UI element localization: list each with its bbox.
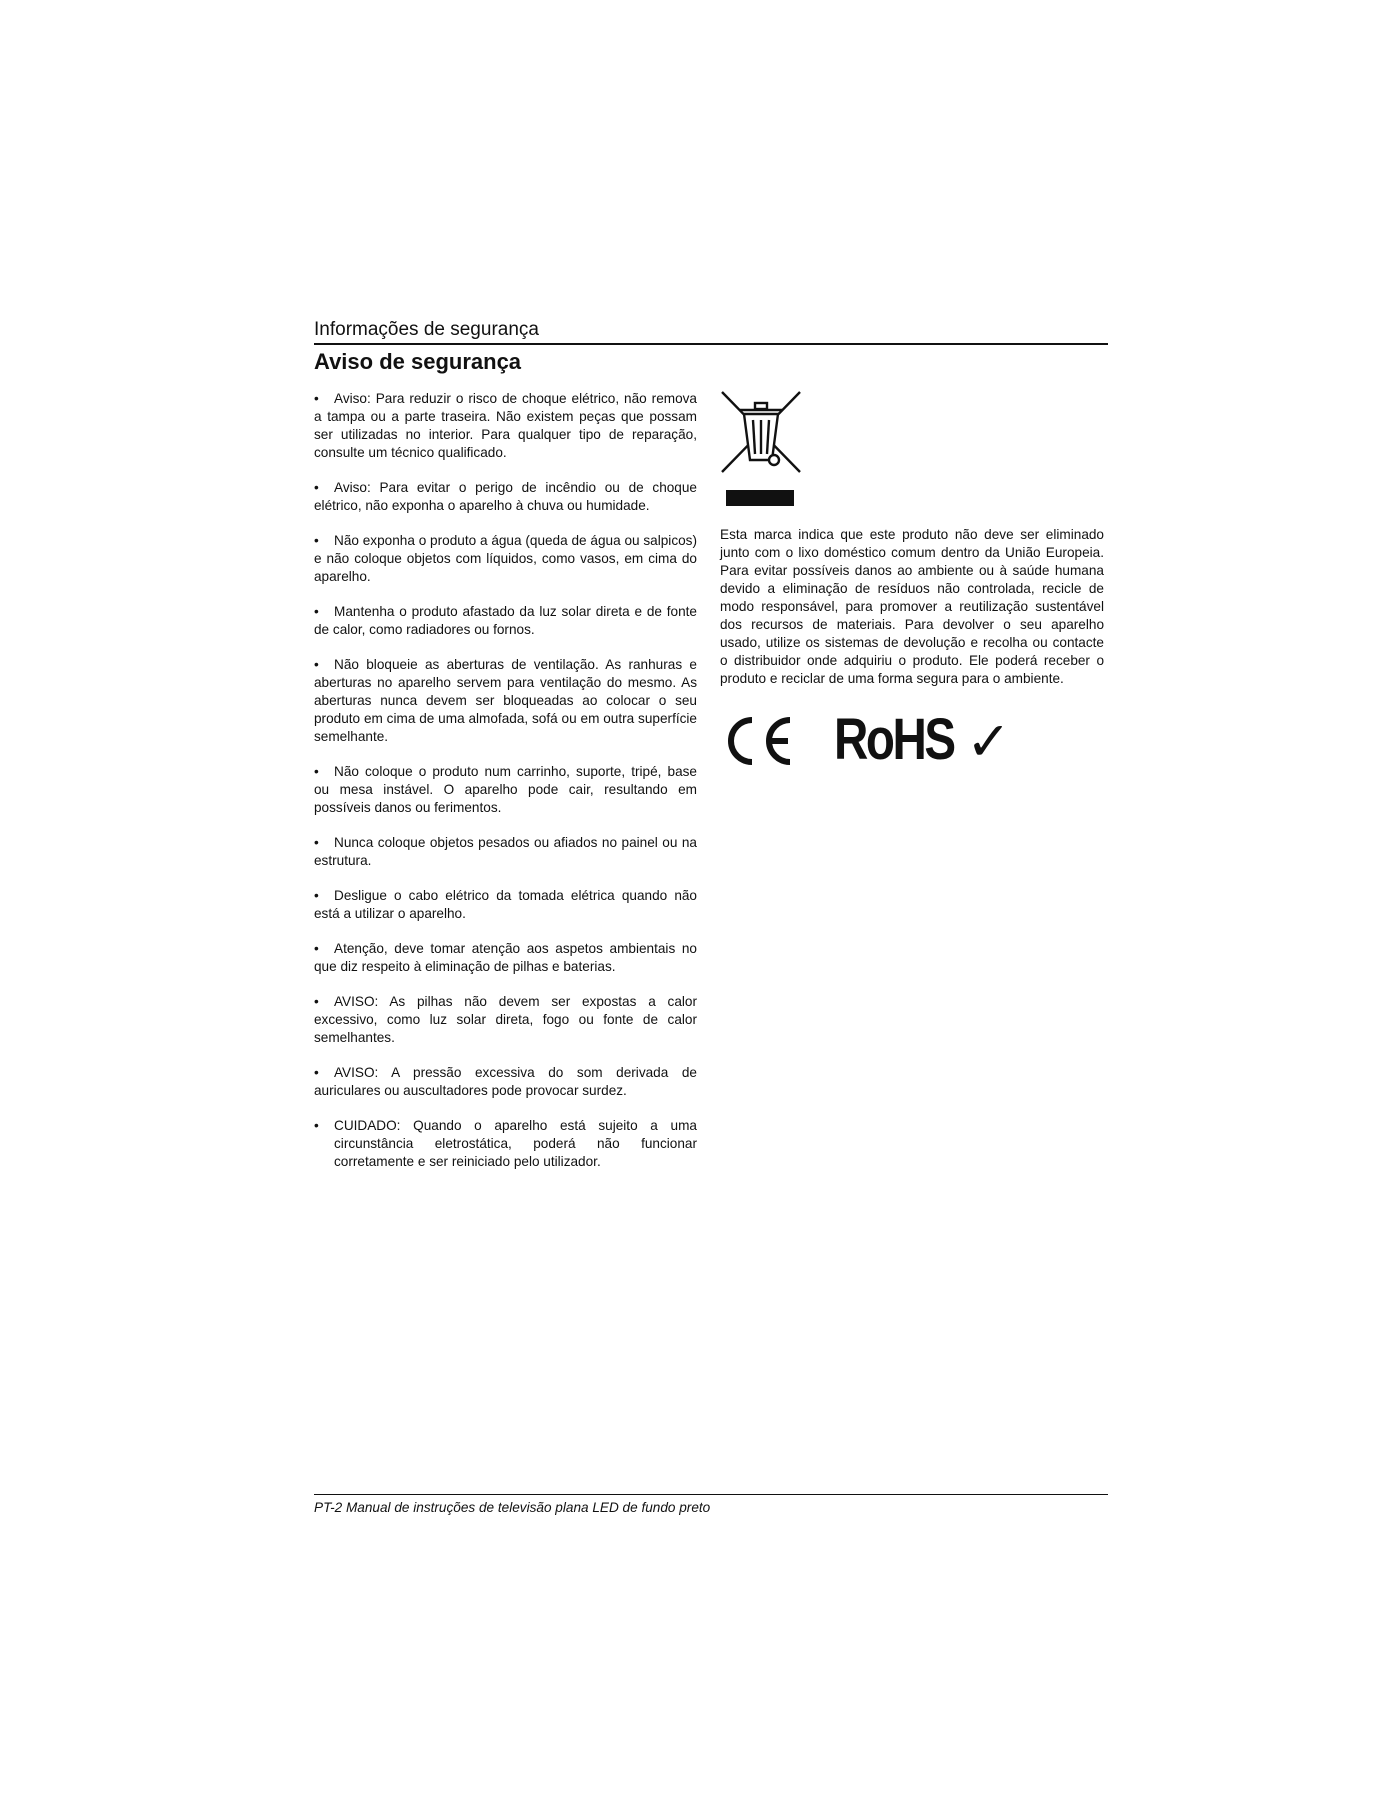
compliance-marks bbox=[720, 707, 1020, 772]
list-item bbox=[314, 993, 697, 1047]
bullet: • bbox=[314, 533, 319, 548]
warning-text: Não coloque o produto num carrinho, suporte, tripé, base ou mesa instável. O aparelho pode cair, resultando em possíveis danos ou ferimentos. bbox=[314, 764, 697, 815]
warning-text: Não bloqueie as aberturas de ventilação. As ranhuras e aberturas no aparelho servem para ventilação do mesmo. As aberturas nunca devem ser bloqueadas ao colocar o seu produto em cima de uma almofada, sofá ou em outra superfície semelhante. bbox=[314, 657, 697, 744]
warning-text: AVISO: As pilhas não devem ser expostas a calor excessivo, como luz solar direta, fogo ou fonte de calor semelhantes. bbox=[314, 994, 697, 1045]
warning-text: AVISO: A pressão excessiva do som derivada de auriculares ou auscultadores pode provocar surdez. bbox=[314, 1065, 697, 1098]
warnings-list bbox=[314, 390, 697, 1188]
list-item bbox=[314, 834, 697, 870]
warning-text: Atenção, deve tomar atenção aos aspetos ambientais no que diz respeito à eliminação de pilhas e baterias. bbox=[314, 941, 697, 974]
bullet: • bbox=[314, 657, 319, 672]
list-item bbox=[314, 887, 697, 923]
list-item bbox=[314, 603, 697, 639]
bullet: • bbox=[314, 604, 319, 619]
list-item bbox=[314, 940, 697, 976]
bullet: • bbox=[314, 1065, 319, 1080]
warning-text: CUIDADO: Quando o aparelho está sujeito a uma circunstância eletrostática, poderá não funcionar corretamente e ser reiniciado pelo utilizador. bbox=[334, 1118, 697, 1169]
warning-text: Aviso: Para evitar o perigo de incêndio ou de choque elétrico, não exponha o aparelho à chuva ou humidade. bbox=[314, 480, 697, 513]
list-item bbox=[314, 656, 697, 746]
warning-text: Desligue o cabo elétrico da tomada elétrica quando não está a utilizar o aparelho. bbox=[314, 888, 697, 921]
page-title: Aviso de segurança bbox=[314, 349, 522, 374]
check-mark-icon: ✓ bbox=[966, 712, 1012, 772]
section-header: Informações de segurança bbox=[314, 318, 1108, 345]
bullet: • bbox=[314, 835, 319, 850]
rohs-mark: RoHS bbox=[834, 707, 954, 772]
bullet: • bbox=[314, 764, 319, 779]
list-item bbox=[314, 1064, 697, 1100]
weee-crossed-bin-icon bbox=[720, 390, 802, 508]
list-item bbox=[314, 390, 697, 462]
warning-text: Não exponha o produto a água (queda de água ou salpicos) e não coloque objetos com líquidos, como vasos, em cima do aparelho. bbox=[314, 533, 697, 584]
disposal-text: Esta marca indica que este produto não deve ser eliminado junto com o lixo doméstico comum dentro da União Europeia. Para evitar possíveis danos ao ambiente ou à saúde humana devido a eliminação de resíduos não controlada, recicle de modo responsável, para promover a reutilização sustentável dos recursos de materiais. Para devolver o seu aparelho usado, utilize os sistemas de devolução e recolha ou contacte o distribuidor onde adquiriu o produto. Ele poderá receber o produto e reciclar de uma forma segura para o ambiente. bbox=[720, 527, 1104, 686]
bullet: • bbox=[314, 994, 319, 1009]
warning-text: Aviso: Para reduzir o risco de choque elétrico, não remova a tampa ou a parte traseira. Não existem peças que possam ser utilizadas no interior. Para qualquer tipo de reparação, consulte um técnico qualificado. bbox=[314, 391, 697, 460]
bullet: • bbox=[314, 888, 319, 903]
bullet: • bbox=[314, 480, 319, 495]
list-item bbox=[314, 763, 697, 817]
ce-mark-icon bbox=[722, 714, 794, 768]
warning-text: Nunca coloque objetos pesados ou afiados no painel ou na estrutura. bbox=[314, 835, 697, 868]
warning-text: Mantenha o produto afastado da luz solar direta e de fonte de calor, como radiadores ou fornos. bbox=[314, 604, 697, 637]
list-item bbox=[314, 479, 697, 515]
bullet: • bbox=[314, 941, 319, 956]
list-item bbox=[314, 532, 697, 586]
bullet: • bbox=[314, 1118, 319, 1133]
page-footer: PT-2 Manual de instruções de televisão plana LED de fundo preto bbox=[314, 1494, 1108, 1517]
list-item bbox=[314, 1117, 697, 1171]
bullet: • bbox=[314, 391, 319, 406]
